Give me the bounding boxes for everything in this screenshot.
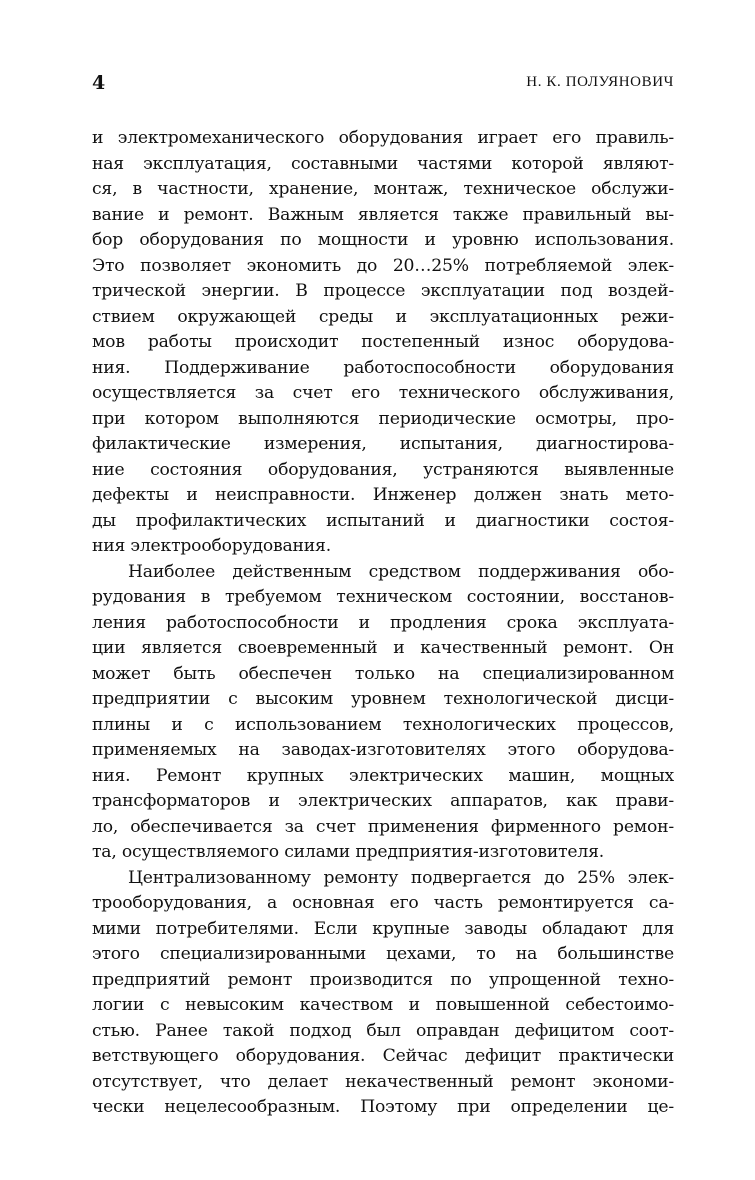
text-line: ся, в частности, хранение, монтаж, техническое обслужи- (92, 179, 674, 199)
text-line: предприятий ремонт производится по упрощенной техно- (92, 969, 674, 990)
paragraph (92, 866, 674, 1121)
text-line: плины и с использованием технологических процессов, (92, 714, 674, 735)
page-number: 4 (92, 72, 106, 94)
text-line: предприятии с высоким уровнем технологической дисци- (92, 689, 674, 709)
text-line: ния электрооборудования. (92, 536, 331, 556)
text-line: та, осуществляемого силами предприятия-изготовителя. (92, 842, 604, 862)
text-line: ветствующего оборудования. Сейчас дефицит практически (92, 1046, 674, 1066)
text-line: бор оборудования по мощности и уровню использования. (92, 230, 674, 250)
text-line: трооборудования, а основная его часть ремонтируется са- (92, 893, 674, 913)
text-line: рудования в требуемом техническом состоянии, восстанов- (92, 587, 674, 607)
text-line: ления работоспособности и продления срока эксплуата- (92, 612, 674, 633)
text-line: мими потребителями. Если крупные заводы обладают для (92, 918, 674, 939)
page-header (92, 72, 674, 96)
text-line: стью. Ранее такой подход был оправдан дефицитом соот- (92, 1020, 674, 1041)
text-line: Это позволяет экономить до 20…25% потребляемой элек- (92, 255, 674, 276)
text-line: ния. Ремонт крупных электрических машин, мощных (92, 765, 674, 786)
paragraph (92, 126, 674, 560)
text-line: трансформаторов и электрических аппаратов, как прави- (92, 791, 674, 811)
text-line: при котором выполняются периодические осмотры, про- (92, 408, 674, 429)
text-line: ние состояния оборудования, устраняются выявленные (92, 459, 674, 480)
text-line: Централизованному ремонту подвергается до 25% элек- (128, 867, 674, 888)
text-line: логии с невысоким качеством и повышенной себестоимо- (92, 995, 674, 1015)
text-line: ная эксплуатация, составными частями которой являют- (92, 153, 674, 174)
text-line: чески нецелесообразным. Поэтому при определении це- (92, 1097, 674, 1117)
text-line: осуществляется за счет его технического обслуживания, (92, 383, 674, 403)
text-line: мов работы происходит постепенный износ оборудова- (92, 332, 674, 352)
text-line: ло, обеспечивается за счет применения фирменного ремон- (92, 816, 674, 837)
text-line: ции является своевременный и качественный ремонт. Он (92, 638, 674, 658)
text-line: отсутствует, что делает некачественный ремонт экономи- (92, 1071, 674, 1092)
paragraph (92, 560, 674, 866)
text-line: вание и ремонт. Важным является также правильный вы- (92, 204, 674, 225)
text-line: ния. Поддерживание работоспособности оборудования (92, 357, 674, 378)
text-line: ствием окружающей среды и эксплуатационных режи- (92, 306, 674, 327)
text-line: ды профилактических испытаний и диагностики состоя- (92, 510, 674, 531)
body-text (92, 126, 674, 1121)
text-line: применяемых на заводах-изготовителях этого оборудова- (92, 740, 674, 760)
text-line: филактические измерения, испытания, диагностирова- (92, 434, 674, 454)
text-line: может быть обеспечен только на специализированном (92, 663, 674, 684)
running-head-author: Н. К. ПОЛУЯНОВИЧ (526, 74, 674, 90)
text-line: этого специализированными цехами, то на большинстве (92, 944, 674, 964)
text-line: дефекты и неисправности. Инженер должен знать мето- (92, 485, 674, 505)
text-line: трической энергии. В процессе эксплуатации под воздей- (92, 281, 674, 301)
text-line: и электромеханического оборудования играет его правиль- (92, 128, 674, 148)
text-line: Наиболее действенным средством поддерживания обо- (128, 561, 674, 582)
